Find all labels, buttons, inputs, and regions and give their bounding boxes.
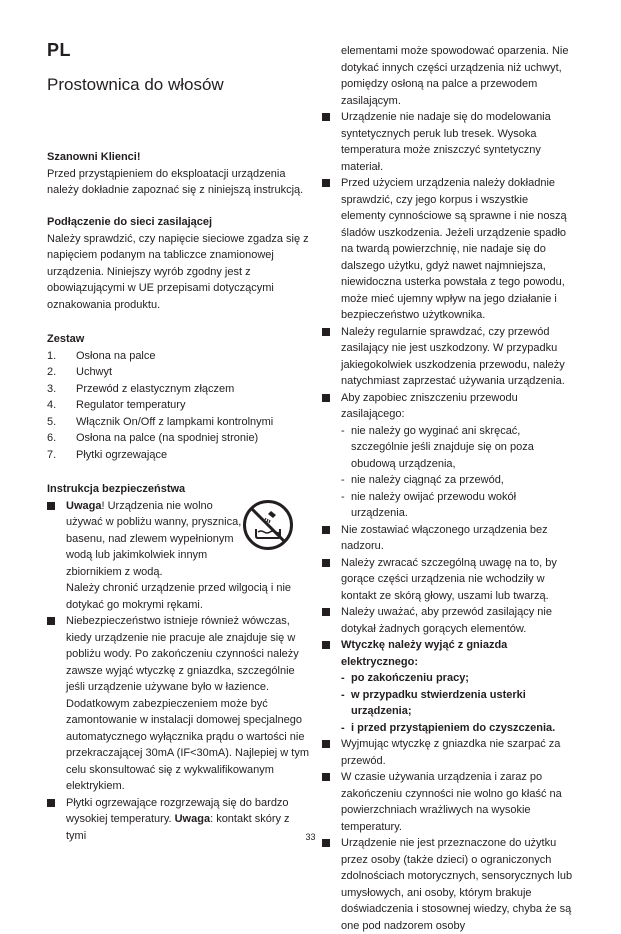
list-item xyxy=(47,364,310,381)
set-section xyxy=(47,331,310,463)
bullet-square-icon xyxy=(322,526,330,534)
dash: - xyxy=(341,424,345,437)
item-text: Płytki ogrzewające xyxy=(76,448,168,461)
bullet-text-part: ! Urządzenia nie wolno używać w pobliżu wanny, prysznica, basenu, nad zlewem wypełnionym wodą lub jakimkolwiek innym zbiornikiem z wodą. xyxy=(66,499,242,578)
item-text: Osłona na palce (na spodniej stronie) xyxy=(76,432,259,444)
sub-item xyxy=(341,472,574,489)
bullet-square-icon xyxy=(322,328,330,336)
list-item xyxy=(47,430,310,447)
sub-item xyxy=(341,720,574,737)
bullet-text: Urządzenie nie jest przeznaczone do użytku przez osoby (także dzieci) o ograniczonych zdolnościach motorycznych, sensorycznych lub umysłowych, ani osoby, którym brakuje doświadczenia i stosownej wiedzy, chyba że są one pod nadzorem osoby xyxy=(341,837,573,932)
no-water-bath-icon xyxy=(242,499,294,551)
bullet-square-icon xyxy=(322,608,330,616)
bullet-text: Należy zwracać szczególną uwagę na to, by gorące części urządzenia nie wchodziły w kontakt ze skórą głowy, uszami lub twarzą. xyxy=(341,556,557,602)
item-number: 1. xyxy=(47,349,57,362)
bullet-square-icon xyxy=(47,799,55,807)
bullet-item xyxy=(322,555,574,605)
set-list xyxy=(47,348,310,464)
sub-text: nie należy go wyginać ani skręcać, szczególnie jeśli znajduje się on poza obudową urządzenia, xyxy=(351,424,534,470)
bullet-square-icon xyxy=(47,502,55,510)
bullet-square-icon xyxy=(322,740,330,748)
bullet-text: W czasie używania urządzenia i zaraz po zakończeniu czynności nie wolno go kłaść na powierzchniach wrażliwych na wysokie temperatury. xyxy=(341,771,562,833)
item-number: 7. xyxy=(47,448,57,461)
sub-text: i przed przystąpieniem do czyszczenia. xyxy=(351,721,556,734)
bullet-item xyxy=(322,390,574,522)
bullet-square-icon xyxy=(322,179,330,187)
safety-heading: Instrukcja bezpieczeństwa xyxy=(47,483,186,495)
sub-item xyxy=(341,489,574,522)
list-item xyxy=(47,447,310,464)
item-number: 4. xyxy=(47,399,57,411)
bullet-text: Aby zapobiec zniszczeniu przewodu zasilającego: xyxy=(341,391,518,420)
warning-label: Uwaga xyxy=(174,813,211,825)
greeting-section xyxy=(47,149,310,199)
bullet-item xyxy=(322,604,574,637)
bullet-item xyxy=(322,736,574,769)
power-text: Należy sprawdzić, czy napięcie sieciowe zgadza się z napięciem podanym na tabliczce znamionowej urządzenia. Niniejszy wyrób zgodny jest z obowiązującymi w UE przepisami dotyczącymi oznakowania produktu. xyxy=(47,232,309,311)
bullet-text: Wtyczkę należy wyjąć z gniazda elektrycznego: xyxy=(341,639,508,668)
power-section xyxy=(47,214,310,313)
bullet-square-icon xyxy=(47,617,55,625)
item-number: 6. xyxy=(47,432,57,444)
item-text: Osłona na palce xyxy=(76,349,156,362)
bullet-text: Nie zostawiać włączonego urządzenia bez nadzoru. xyxy=(341,523,548,552)
sub-item xyxy=(341,423,574,473)
bullet-item xyxy=(322,324,574,390)
bullet-square-icon xyxy=(322,394,330,402)
bullet-item xyxy=(322,175,574,324)
sub-text: po zakończeniu pracy; xyxy=(351,672,469,684)
bullet-text: Należy chronić urządzenie przed wilgocią i nie dotykać go mokrymi rękami. xyxy=(66,582,292,611)
bullet-text: Wyjmując wtyczkę z gniazdka nie szarpać za przewód. xyxy=(341,738,561,767)
greeting-heading: Szanowni Klienci! xyxy=(47,151,141,163)
item-number: 2. xyxy=(47,366,57,378)
sub-text: nie należy ciągnąć za przewód, xyxy=(351,474,504,486)
dash: - xyxy=(341,688,345,701)
power-heading: Podłączenie do sieci zasilającej xyxy=(47,216,213,228)
bullet-item xyxy=(322,637,574,736)
dash: - xyxy=(341,672,345,684)
bullet-text-part: Płytki ogrzewające rozgrzewają się do bardzo wysokiej temperatury. xyxy=(66,796,289,825)
item-text: Uchwyt xyxy=(76,366,113,378)
greeting-text: Przed przystąpieniem do eksploatacji urządzenia należy dokładnie zapoznać się z niniejszą instrukcją. xyxy=(47,167,304,196)
dash: - xyxy=(341,721,345,734)
list-item xyxy=(47,414,310,431)
bullet-item xyxy=(322,109,574,175)
bullet-item xyxy=(322,835,574,934)
list-item xyxy=(47,348,310,365)
bullet-item xyxy=(322,769,574,835)
item-text: Regulator temperatury xyxy=(76,399,186,411)
sub-text: nie należy owijać przewodu wokół urządzenia. xyxy=(351,490,517,519)
bullet-text: Należy regularnie sprawdzać, czy przewód zasilający nie jest uszkodzony. W przypadku jakiegokolwiek uszkodzenia przewodu, należy natychmiast zaprzestać używania urządzenia. xyxy=(341,325,565,387)
bullet-item xyxy=(47,613,310,795)
item-number: 5. xyxy=(47,415,57,428)
continuation-text: elementami może spowodować oparzenia. Nie dotykać innych części urządzenia niż uchwyt, pomiędzy osłoną na palce a przewodem zasilającym. xyxy=(341,45,569,107)
bullet-text-part: : kontakt skóry z tymi xyxy=(66,813,290,842)
bullet-item xyxy=(322,522,574,555)
bullet-text: Należy uważać, aby przewód zasilający nie dotykał żadnych gorących elementów. xyxy=(341,606,552,635)
right-column xyxy=(322,43,574,934)
bullet-text xyxy=(66,498,248,581)
sub-item xyxy=(341,687,574,720)
sub-text: w przypadku stwierdzenia usterki urządzenia; xyxy=(351,688,526,717)
list-item xyxy=(47,381,310,398)
bullet-square-icon xyxy=(322,641,330,649)
dash: - xyxy=(341,490,345,503)
bullet-text: Urządzenie nie nadaje się do modelowania syntetycznych peruk lub tresek. Wysoka temperatura może zniszczyć syntetyczny materiał. xyxy=(341,111,551,173)
list-item xyxy=(47,397,310,414)
bullet-text: Przed użyciem urządzenia należy dokładnie sprawdzić, czy jego korpus i wszystkie elementy cynnościowe są sprawne i nie noszą śladów uszkodzenia. Jeżeli urządzenie spadło na twardą powierzchnię, nie nadaje się do dalszego użytku, gdyż nawet najmniejsza, niewidoczna usterka powstała z tego powodu, może mieć ujemny wpływ na jego działanie i bezpieczeństwo użytkownika. xyxy=(341,177,567,321)
page-number: 33 xyxy=(305,832,316,842)
dash: - xyxy=(341,474,345,486)
set-heading: Zestaw xyxy=(47,333,85,345)
item-text: Włącznik On/Off z lampkami kontrolnymi xyxy=(76,415,274,428)
bullet-text: Niebezpieczeństwo istnieje również wówczas, kiedy urządzenie nie pracuje ale znajduje się w pobliżu wody. Po zakończeniu czynności należy zawsze wyjąć wtyczkę z gniazdka, szczególnie jeśli urządzenie używane było w łazience. Dodatkowym zabezpieczeniem może być zamontowanie w instalacji domowej specjalnego automatycznego wyłącznika prądu o wartości nie przekraczającej 30mA (IF<30mA). Najlepiej w tym celu skonsultować się z wykwalifikowanym elektrykiem. xyxy=(66,615,309,792)
item-text: Przewód z elastycznym złączem xyxy=(76,382,235,395)
page-title: Prostownica do włosów xyxy=(47,75,224,94)
sub-item xyxy=(341,670,574,687)
item-number: 3. xyxy=(47,382,57,395)
bullet-square-icon xyxy=(322,773,330,781)
bullet-square-icon xyxy=(322,113,330,121)
bullet-square-icon xyxy=(322,559,330,567)
language-code: PL xyxy=(47,40,72,60)
warning-label: Uwaga xyxy=(66,499,102,512)
